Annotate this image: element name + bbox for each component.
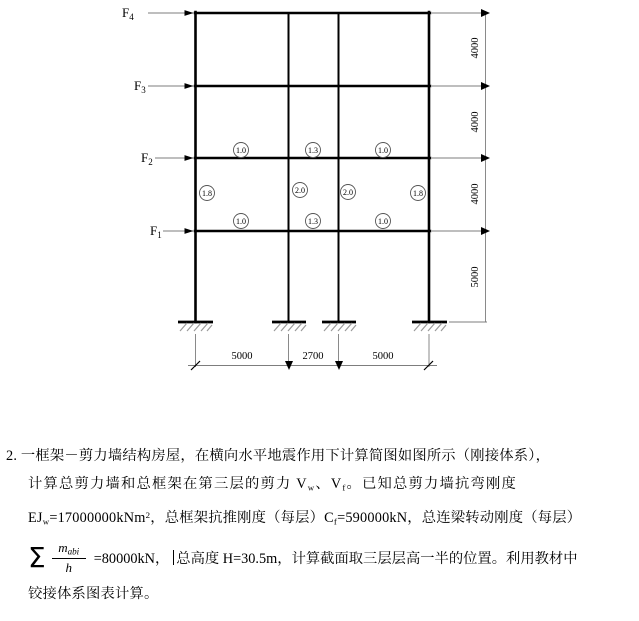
- problem-statement: [0, 432, 639, 621]
- svg-text:2.0: 2.0: [295, 186, 305, 195]
- svg-text:1.3: 1.3: [308, 217, 318, 226]
- force-arrow-F3: [134, 78, 193, 95]
- frame-geometry: [178, 12, 447, 331]
- formula-equals-value: =80000kN，: [93, 550, 170, 567]
- numerator-subscript: abi: [67, 546, 80, 557]
- problem-line-3: [6, 501, 625, 535]
- force-label-F4: $F_4$: [122, 5, 134, 22]
- fraction-m-over-h: [52, 540, 86, 576]
- problem-line-1-text: 一框架－剪力墙结构房屋，在横向水平地震作用下计算简图如图所示（刚接体系），: [20, 448, 551, 464]
- stiffness-beam-upper-3: [376, 143, 391, 158]
- force-label-F3: $F_3$: [134, 78, 146, 95]
- column-group: [196, 12, 430, 322]
- beam-group: [195, 13, 430, 231]
- stiffness-column-2: [293, 183, 308, 198]
- problem-line-2: [6, 470, 625, 501]
- v-dim-text-4: 5000: [470, 266, 481, 288]
- force-arrow-F4: [122, 5, 193, 22]
- problem-line-4: [6, 536, 625, 580]
- problem-line-5-text: 铰接体系图表计算。: [28, 585, 159, 602]
- text-cursor: [173, 550, 174, 565]
- fraction-numerator: [55, 540, 82, 558]
- force-arrow-F1: [150, 223, 193, 240]
- stiffness-column-3: [341, 185, 356, 200]
- problem-line-2-c: 。已知总剪力墙抗弯刚度: [346, 476, 518, 492]
- horizontal-dimension-group: [188, 334, 437, 370]
- problem-number: 2.: [6, 448, 18, 464]
- ej-subscript: w: [42, 516, 50, 527]
- svg-text:1.8: 1.8: [413, 189, 423, 198]
- problem-line-2-a: 计算总剪力墙和总框架在第三层的剪力 V: [28, 476, 308, 492]
- problem-line-3-a: EJ: [28, 510, 43, 527]
- h-dim-text-1: 5000: [231, 351, 253, 362]
- shear-wall-subscript: w: [307, 482, 316, 493]
- stiffness-beam-upper-2: [306, 143, 321, 158]
- problem-line-5: [6, 580, 625, 608]
- svg-text:1.0: 1.0: [236, 217, 246, 226]
- fixed-support-inner-right: [322, 322, 356, 331]
- stiffness-beam-lower-2: [306, 214, 321, 229]
- v-dim-text-3: 4000: [470, 183, 481, 205]
- h-dim-text-2: 2700: [302, 351, 324, 362]
- force-label-F1: $F_1$: [150, 223, 162, 240]
- svg-text:1.3: 1.3: [308, 146, 318, 155]
- svg-text:2.0: 2.0: [343, 188, 353, 197]
- stiffness-beam-lower-1: [234, 214, 249, 229]
- stiffness-column-4: [411, 186, 426, 201]
- fixed-support-inner-left: [272, 322, 306, 331]
- lateral-force-group: [122, 5, 193, 240]
- fraction-denominator: h: [65, 559, 72, 575]
- force-label-F2: $F_2$: [141, 150, 153, 167]
- fixed-support-right: [412, 322, 447, 331]
- force-arrow-F2: [141, 150, 193, 167]
- stiffness-beam-lower-3: [376, 214, 391, 229]
- stiffness-beam-upper-1: [234, 143, 249, 158]
- stiffness-label-group: [200, 143, 426, 229]
- problem-line-3-b: =17000000kNm: [49, 510, 146, 527]
- summation-symbol: Σ: [28, 540, 46, 574]
- stiffness-column-1: [200, 186, 215, 201]
- h-dim-text-3: 5000: [372, 351, 394, 362]
- problem-line-2-b: 、V: [315, 476, 343, 492]
- svg-text:1.0: 1.0: [378, 217, 388, 226]
- frame-subscript: f: [342, 482, 347, 493]
- unit-exponent: 2: [145, 510, 151, 521]
- problem-line-3-c: ，总框架抗推刚度（每层）C: [150, 510, 334, 527]
- problem-line-3-d: =590000kN，总连梁转动刚度（每层）: [337, 510, 582, 527]
- problem-line-4-tail: 总高度 H=30.5m，计算截面取三层层高一半的位置。利用教材中: [176, 550, 578, 567]
- svg-text:1.0: 1.0: [378, 146, 388, 155]
- svg-text:1.0: 1.0: [236, 146, 246, 155]
- problem-line-1: [6, 442, 625, 470]
- fixed-support-left: [178, 322, 213, 331]
- support-group: [178, 322, 447, 331]
- vertical-dimension-group: [432, 9, 490, 322]
- v-dim-text-1: 4000: [470, 37, 481, 59]
- numerator-symbol: m: [58, 540, 68, 556]
- svg-text:1.8: 1.8: [202, 189, 212, 198]
- v-dim-text-2: 4000: [470, 111, 481, 133]
- cf-subscript: f: [333, 516, 338, 527]
